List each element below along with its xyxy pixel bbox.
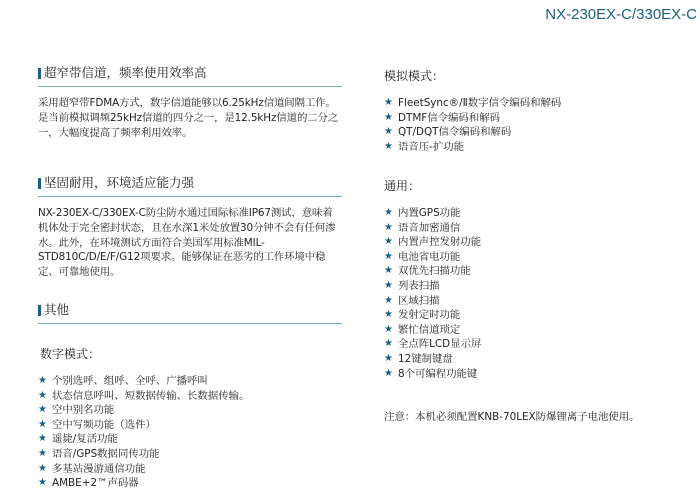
list-item bbox=[38, 447, 249, 462]
general-feature-list bbox=[384, 206, 481, 381]
list-item-text: 8个可编程功能键 bbox=[397, 367, 478, 380]
list-item-text: DTMF信令编码和解码 bbox=[397, 111, 500, 124]
analog-feature-list bbox=[384, 96, 561, 154]
section-heading: 超窄带信道，频率使用效率高 bbox=[44, 65, 207, 80]
list-item bbox=[384, 367, 481, 382]
list-item-text: FleetSync®/Ⅱ数字信令编码和解码 bbox=[397, 97, 562, 109]
list-item-text: AMBE+2™声码器 bbox=[51, 477, 139, 490]
list-item bbox=[384, 323, 481, 338]
star-icon: ★ bbox=[384, 338, 393, 350]
list-item-text: 遥毙/复活功能 bbox=[51, 433, 118, 446]
general-label: 通用： bbox=[384, 179, 421, 193]
section-body: 采用超窄带FDMA方式，数字信道能够以6.25kHz信道间隔工作。是当前模拟调频25kHz信道的四分之一，是12.5kHz信道的二分之一，大幅度提高了频率利用效率。 bbox=[38, 97, 339, 139]
star-icon: ★ bbox=[384, 140, 393, 152]
list-item bbox=[38, 432, 249, 447]
list-item-text: 语音/GPS数据同传功能 bbox=[51, 447, 160, 460]
list-item-text: 多基站漫游通信功能 bbox=[51, 462, 146, 475]
list-item bbox=[384, 279, 481, 294]
list-item-text: 列表扫描 bbox=[397, 279, 440, 292]
section-rugged bbox=[38, 175, 342, 280]
list-item bbox=[384, 264, 481, 279]
star-icon: ★ bbox=[38, 447, 47, 459]
list-item bbox=[384, 221, 481, 236]
list-item bbox=[38, 418, 249, 433]
section-heading: 坚固耐用，环境适应能力强 bbox=[44, 175, 195, 190]
list-item-text: 繁忙信道琐定 bbox=[397, 323, 461, 336]
list-item-text: 状态信息呼叫、短数据传输、长数据传输。 bbox=[51, 389, 250, 402]
list-item bbox=[384, 337, 481, 352]
star-icon: ★ bbox=[384, 111, 393, 123]
star-icon: ★ bbox=[384, 97, 393, 108]
list-item-text: 发射定时功能 bbox=[397, 309, 461, 322]
divider bbox=[38, 196, 342, 197]
battery-note: 注意：本机必须配置KNB-70LEX防爆锂离子电池使用。 bbox=[384, 411, 640, 423]
divider bbox=[38, 323, 342, 324]
list-item bbox=[38, 462, 249, 477]
analog-mode-label: 模拟模式： bbox=[384, 69, 445, 83]
star-icon: ★ bbox=[38, 389, 47, 401]
list-item-text: 内置GPS功能 bbox=[397, 207, 461, 219]
list-item bbox=[384, 206, 481, 221]
list-item-text: 内置声控发射功能 bbox=[397, 236, 482, 249]
list-item-text: 双优先扫描功能 bbox=[397, 265, 471, 278]
star-icon: ★ bbox=[384, 309, 393, 321]
list-item bbox=[384, 125, 561, 140]
list-item bbox=[384, 294, 481, 309]
heading-marker-icon bbox=[38, 178, 41, 189]
list-item-text: 电池省电功能 bbox=[397, 250, 461, 263]
star-icon: ★ bbox=[38, 375, 47, 386]
section-narrowband bbox=[38, 65, 342, 140]
star-icon: ★ bbox=[384, 279, 393, 291]
star-icon: ★ bbox=[38, 462, 47, 474]
section-heading: 其他 bbox=[44, 302, 70, 317]
star-icon: ★ bbox=[384, 250, 393, 262]
list-item-text: 空中写频功能（选件） bbox=[51, 418, 156, 431]
star-icon: ★ bbox=[38, 433, 47, 445]
list-item-text: 语音压-扩功能 bbox=[397, 140, 465, 153]
list-item-text: QT/DQT信令编码和解码 bbox=[397, 126, 512, 139]
list-item bbox=[384, 250, 481, 265]
star-icon: ★ bbox=[384, 294, 393, 306]
star-icon: ★ bbox=[38, 477, 47, 489]
star-icon: ★ bbox=[384, 221, 393, 233]
list-item bbox=[38, 374, 249, 389]
star-icon: ★ bbox=[384, 323, 393, 335]
divider bbox=[38, 86, 342, 87]
star-icon: ★ bbox=[384, 126, 393, 138]
list-item bbox=[384, 140, 561, 155]
list-item bbox=[384, 308, 481, 323]
star-icon: ★ bbox=[38, 404, 47, 416]
digital-feature-list bbox=[38, 374, 249, 491]
list-item bbox=[384, 96, 561, 111]
heading-marker-icon bbox=[38, 305, 41, 316]
star-icon: ★ bbox=[384, 367, 393, 379]
list-item-text: 12键制键盘 bbox=[397, 352, 453, 365]
list-item-text: 区域扫描 bbox=[397, 294, 440, 307]
list-item bbox=[38, 389, 249, 404]
list-item-text: 全点阵LCD显示屏 bbox=[397, 338, 482, 351]
star-icon: ★ bbox=[384, 352, 393, 364]
section-body: NX-230EX-C/330EX-C防尘防水通过国际标准IP67测试，意味着机体处于完全密封状态，且在水深1米处放置30分钟不会有任何渗水。此外，在环境测试方面符合美国军用标准MIL-STD810C/D/E/F/G12项要求。能够保证在恶劣的工作环境中稳定、可靠地使用。 bbox=[38, 207, 336, 279]
model-title: NX-230EX-C/330EX-C bbox=[545, 6, 697, 23]
star-icon: ★ bbox=[384, 207, 393, 218]
list-item bbox=[38, 403, 249, 418]
star-icon: ★ bbox=[384, 265, 393, 277]
star-icon: ★ bbox=[384, 236, 393, 248]
list-item bbox=[38, 476, 249, 491]
list-item-text: 个别选呼、组呼、全呼、广播呼叫 bbox=[51, 375, 208, 387]
list-item-text: 语音加密通信 bbox=[397, 221, 461, 234]
list-item bbox=[384, 352, 481, 367]
star-icon: ★ bbox=[38, 418, 47, 430]
digital-mode-label: 数字模式： bbox=[40, 347, 101, 361]
section-other bbox=[38, 302, 342, 324]
list-item-text: 空中别名功能 bbox=[51, 404, 115, 417]
heading-marker-icon bbox=[38, 68, 41, 79]
list-item bbox=[384, 235, 481, 250]
list-item bbox=[384, 111, 561, 126]
